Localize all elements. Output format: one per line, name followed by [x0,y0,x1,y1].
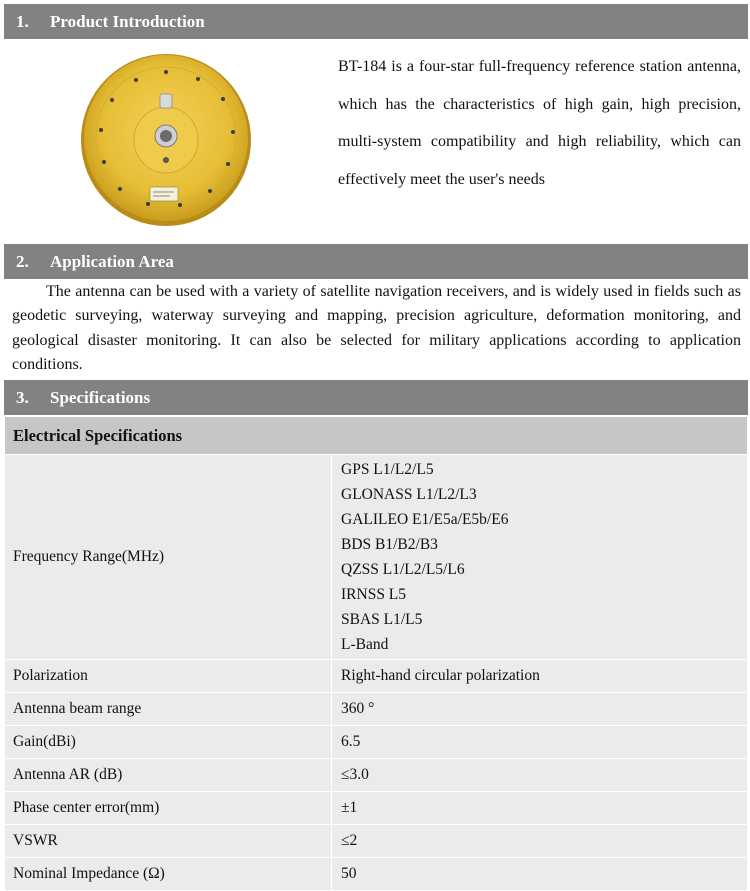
frequency-band: GPS L1/L2/L5 [341,461,434,478]
frequency-band: IRNSS L5 [341,586,407,603]
frequency-band: GLONASS L1/L2/L3 [341,486,477,503]
section-title: Product Introduction [50,11,205,31]
table-row [5,825,748,858]
frequency-band: L-Band [341,636,389,653]
table-row [5,455,748,660]
application-area-text: The antenna can be used with a variety of satellite navigation receivers, and is widely used in fields such as geodetic surveying, waterway surveying and mapping, precision agriculture, deformation monitoring, and geological disaster monitoring. It can also be selected for military applications according to application conditions. [12,283,741,373]
spec-label: Polarization [5,660,332,693]
frequency-band: GALILEO E1/E5a/E5b/E6 [341,511,509,528]
section-header-product-introduction [4,4,748,39]
spec-label: Nominal Impedance (Ω) [5,858,332,891]
table-row [5,759,748,792]
table-row [5,792,748,825]
section-title: Application Area [50,251,174,271]
table-row [5,858,748,891]
spec-label: VSWR [5,825,332,858]
spec-value: 50 [332,858,748,891]
electrical-specifications-table [4,416,748,891]
frequency-band: BDS B1/B2/B3 [341,536,438,553]
section-number: 2. [16,251,29,271]
table-title: Electrical Specifications [5,417,748,455]
section-number: 3. [16,387,29,407]
spec-label: Antenna AR (dB) [5,759,332,792]
frequency-range-values [332,455,748,660]
spec-value: 6.5 [332,726,748,759]
section-number: 1. [16,11,29,31]
section-title: Specifications [50,387,151,407]
table-header-row [5,417,748,455]
spec-label: Gain(dBi) [5,726,332,759]
frequency-range-label: Frequency Range(MHz) [5,455,332,660]
spec-label: Antenna beam range [5,693,332,726]
section-header-specifications [4,380,748,415]
spec-value: ±1 [332,792,748,825]
table-row [5,726,748,759]
spec-value: 360 ° [332,693,748,726]
antenna-product-image [80,52,252,227]
table-row [5,660,748,693]
spec-value: ≤3.0 [332,759,748,792]
spec-value: ≤2 [332,825,748,858]
spec-label: Phase center error(mm) [5,792,332,825]
table-row [5,693,748,726]
frequency-band: QZSS L1/L2/L5/L6 [341,561,465,578]
frequency-band: SBAS L1/L5 [341,611,423,628]
product-introduction-text: BT-184 is a four-star full-frequency reference station antenna, which has the characteristics of high gain, high precision, multi-system compatibility and high reliability, which can effectively meet the user's needs [338,58,741,188]
spec-value: Right-hand circular polarization [332,660,748,693]
section-header-application-area [4,244,748,279]
